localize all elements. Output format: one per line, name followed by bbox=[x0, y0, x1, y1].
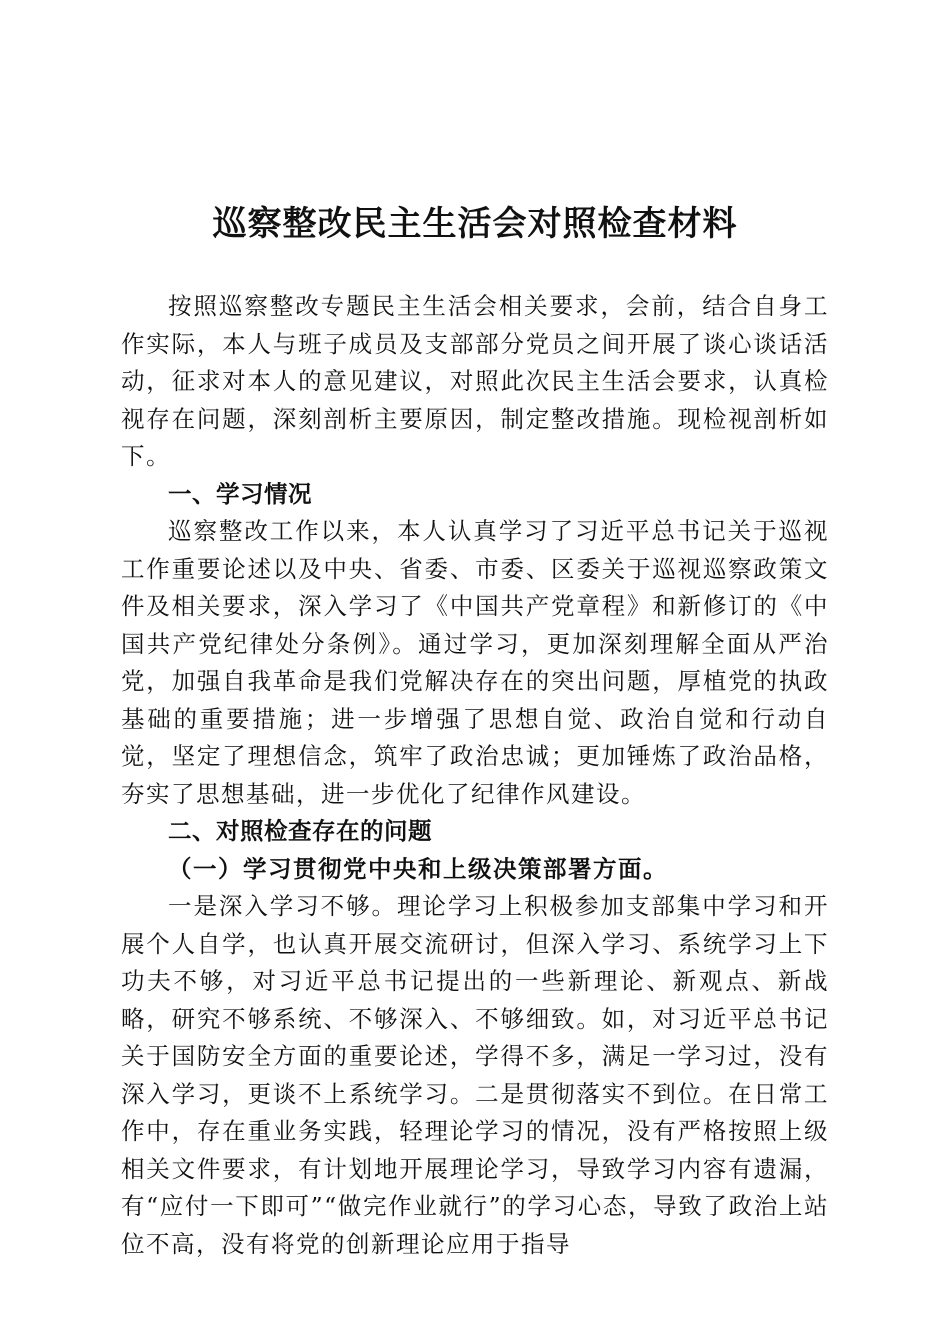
intro-paragraph: 按照巡察整改专题民主生活会相关要求，会前，结合自身工作实际，本人与班子成员及支部部分党员之间开展了谈心谈话活动，征求对本人的意见建议，对照此次民主生活会要求，认真检视存在问题，深刻剖析主要原因，制定整改措施。现检视剖析如下。 bbox=[121, 292, 829, 470]
document-body bbox=[121, 288, 829, 1263]
section-heading-study: 一、学习情况 bbox=[168, 479, 312, 508]
document-title: 巡察整改民主生活会对照检查材料 bbox=[212, 204, 738, 244]
section-heading-problems: 二、对照检查存在的问题 bbox=[168, 817, 432, 845]
study-paragraph: 巡察整改工作以来，本人认真学习了习近平总书记关于巡视工作重要论述以及中央、省委、市委、区委关于巡视巡察政策文件及相关要求，深入学习了《中国共产党章程》和新修订的《中国共产党纪律处分条例》。通过学习，更加深刻理解全面从严治党，加强自我革命是我们党解决存在的突出问题，厚植党的执政基础的重要措施；进一步增强了思想自觉、政治自觉和行动自觉，坚定了理想信念，筑牢了政治忠诚；更加锤炼了政治品格，夯实了思想基础，进一步优化了纪律作风建设。 bbox=[121, 517, 829, 808]
problems-paragraph: 一是深入学习不够。理论学习上积极参加支部集中学习和开展个人自学，也认真开展交流研讨，但深入学习、系统学习上下功夫不够，对习近平总书记提出的一些新理论、新观点、新战略，研究不够系统、不够深入、不够细致。如，对习近平总书记关于国防安全方面的重要论述，学得不多，满足一学习过，没有深入学习，更谈不上系统学习。二是贯彻落实不到位。在日常工作中，存在重业务实践，轻理论学习的情况，没有严格按照上级相关文件要求，有计划地开展理论学习，导致学习内容有遗漏，有“应付一下即可”“做完作业就行”的学习心态，导致了政治上站位不高，没有将党的创新理论应用于指导 bbox=[121, 892, 829, 1258]
subsection-heading-decisions: （一）学习贯彻党中央和上级决策部署方面。 bbox=[168, 854, 668, 883]
